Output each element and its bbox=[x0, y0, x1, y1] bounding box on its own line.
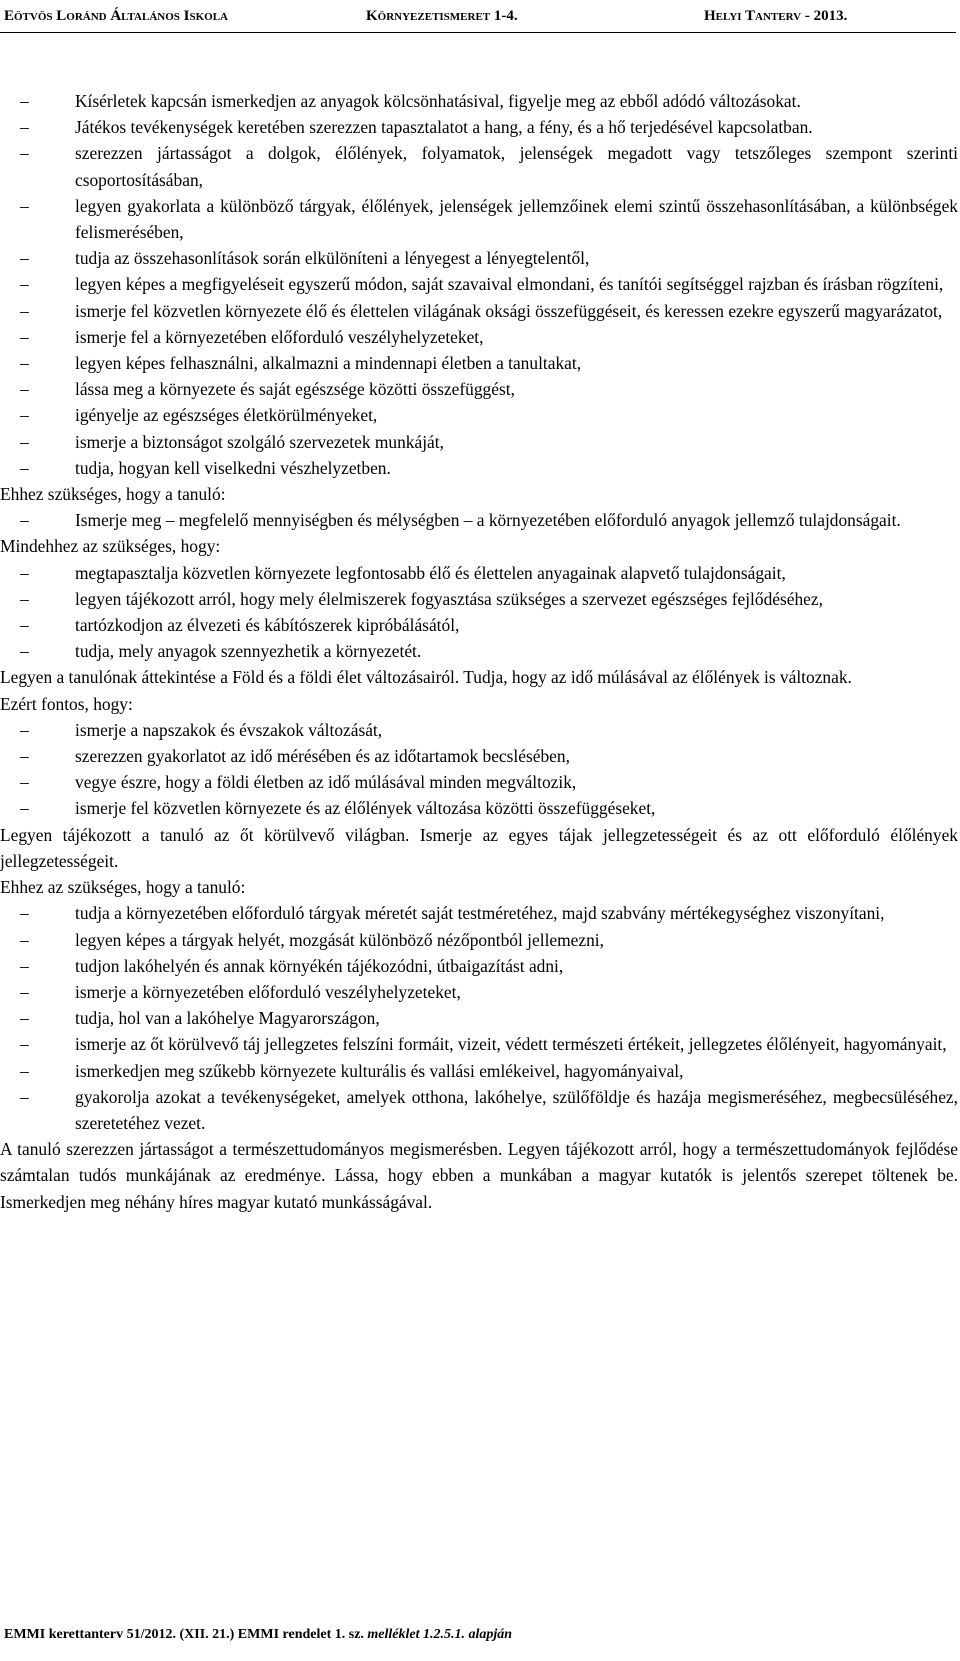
list-item-text: igényelje az egészséges életkörülményeket, bbox=[75, 405, 378, 426]
list-dash: – bbox=[20, 143, 29, 164]
list-item-text: tudja, hol van a lakóhelye Magyarországon, bbox=[75, 1008, 380, 1029]
list-dash: – bbox=[20, 981, 29, 1002]
list-item-text: ismerje a napszakok és évszakok változását, bbox=[75, 719, 383, 740]
list-dash: – bbox=[20, 1060, 29, 1081]
list-item-text: lássa meg a környezete és saját egészsége közötti összefüggést, bbox=[75, 379, 515, 400]
list-item-text: tudja az összehasonlítások során elkülöníteni a lényegest a lényegtelentől, bbox=[75, 248, 590, 269]
list-item bbox=[0, 140, 958, 192]
list-item-text: ismerje fel közvetlen környezete élő és élettelen világának oksági összefüggéseit, és keressen ezekre egyszerű magyarázatot, bbox=[75, 300, 943, 321]
list-item-text: tudja, hogyan kell viselkedni vészhelyzetben. bbox=[75, 457, 391, 478]
list-item-text: legyen gyakorlata a különböző tárgyak, élőlények, jelenségek jellemzőinek elemi szintű összehasonlításában, a különbségek felismerésében, bbox=[75, 195, 958, 243]
list-dash: – bbox=[20, 772, 29, 793]
list-item bbox=[0, 900, 958, 926]
list-c bbox=[0, 560, 958, 665]
list-dash: – bbox=[20, 903, 29, 924]
list-item bbox=[0, 927, 958, 953]
page-footer bbox=[4, 1627, 512, 1643]
document-body bbox=[0, 88, 958, 1215]
list-dash: – bbox=[20, 274, 29, 295]
list-item-text: ismerje a biztonságot szolgáló szervezetek munkáját, bbox=[75, 431, 444, 452]
footer-reference: EMMI kerettanterv 51/2012. (XII. 21.) EMMI rendelet 1. sz. bbox=[4, 1627, 368, 1642]
list-item bbox=[0, 455, 958, 481]
paragraph-3: Legyen a tanulónak áttekintése a Föld és a földi élet változásairól. Tudja, hogy az idő múlásával az élőlények is változnak. bbox=[0, 667, 852, 688]
list-dash: – bbox=[20, 1008, 29, 1029]
list-item bbox=[0, 1058, 958, 1084]
list-item bbox=[0, 979, 958, 1005]
list-e bbox=[0, 900, 958, 1136]
list-item bbox=[0, 795, 958, 821]
list-item bbox=[0, 507, 958, 533]
list-item bbox=[0, 88, 958, 114]
list-item bbox=[0, 1031, 958, 1057]
list-dash: – bbox=[20, 746, 29, 767]
list-dash: – bbox=[20, 195, 29, 216]
list-item-text: Ismerje meg – megfelelő mennyiségben és mélységben – a környezetében előforduló anyagok jellemző tulajdonságait. bbox=[75, 510, 901, 531]
list-item bbox=[0, 193, 958, 245]
list-item bbox=[0, 1005, 958, 1031]
list-item-text: szerezzen jártasságot a dolgok, élőlények, folyamatok, jelenségek megadott vagy tetszőleges szempont szerinti csoportosításában, bbox=[75, 143, 958, 190]
list-item-text: megtapasztalja közvetlen környezete legfontosabb élő és élettelen anyagainak alapvető tulajdonságait, bbox=[75, 562, 786, 583]
list-item bbox=[0, 638, 958, 664]
list-dash: – bbox=[20, 929, 29, 950]
list-dash: – bbox=[20, 379, 29, 400]
list-item bbox=[0, 402, 958, 428]
list-item bbox=[0, 612, 958, 638]
paragraph-5: Legyen tájékozott a tanuló az őt körülvevő világban. Ismerje az egyes tájak jellegzetességeit és az ott előforduló élőlények jellegzetességeit. bbox=[0, 824, 958, 871]
list-dash: – bbox=[20, 641, 29, 662]
list-item bbox=[0, 743, 958, 769]
list-item bbox=[0, 586, 958, 612]
list-dash: – bbox=[20, 955, 29, 976]
list-dash: – bbox=[20, 719, 29, 740]
list-item-text: ismerje fel a környezetében előforduló veszélyhelyzeteket, bbox=[75, 326, 484, 347]
paragraph-2: Mindehhez az szükséges, hogy: bbox=[0, 536, 221, 557]
list-item bbox=[0, 560, 958, 586]
list-item bbox=[0, 298, 958, 324]
list-item-text: tudja a környezetében előforduló tárgyak méretét saját testméretéhez, majd szabvány mértékegységhez viszonyítani, bbox=[75, 903, 885, 924]
list-item-text: szerezzen gyakorlatot az idő mérésében és az időtartamok becslésében, bbox=[75, 746, 570, 767]
list-item bbox=[0, 245, 958, 271]
list-dash: – bbox=[20, 248, 29, 269]
list-dash: – bbox=[20, 562, 29, 583]
list-item-text: ismerje fel közvetlen környezete és az élőlények változása közötti összefüggéseket, bbox=[75, 798, 656, 819]
paragraph-4: Ezért fontos, hogy: bbox=[0, 693, 133, 714]
list-dash: – bbox=[20, 300, 29, 321]
list-item-text: Játékos tevékenységek keretében szerezzen tapasztalatot a hang, a fény, és a hő terjedésével kapcsolatban. bbox=[75, 117, 813, 138]
list-item-text: legyen képes a megfigyeléseit egyszerű módon, saját szavaival elmondani, és tanítói segítséggel rajzban és írásban rögzíteni, bbox=[75, 274, 944, 295]
list-item-text: gyakorolja azokat a tevékenységeket, amelyek otthona, lakóhelye, szülőföldje és hazája megismeréséhez, megbecsüléséhez, szeretetéhez vezet. bbox=[75, 1086, 958, 1133]
list-item bbox=[0, 1084, 958, 1136]
list-item bbox=[0, 717, 958, 743]
list-item-text: Kísérletek kapcsán ismerkedjen az anyagok kölcsönhatásival, figyelje meg az ebből adódó változásokat. bbox=[75, 91, 801, 111]
list-dash: – bbox=[20, 405, 29, 426]
list-item-text: ismerje az őt körülvevő táj jellegzetes felszíni formáit, vizeit, védett természeti értékeit, jellegzetes élőlényeit, hagyományait, bbox=[75, 1034, 947, 1055]
list-dash: – bbox=[20, 798, 29, 819]
list-dash: – bbox=[20, 431, 29, 452]
list-item bbox=[0, 350, 958, 376]
list-dash: – bbox=[20, 353, 29, 374]
paragraph-7: A tanuló szerezzen jártasságot a természettudományos megismerésben. Legyen tájékozott arról, hogy a természettudományok fejlődése számtalan tudós munkájának az eredménye. Lássa, hogy ebben a munkában a magyar kutatók is jelentős szerepet töltenek be. Ismerkedjen meg néhány híres magyar kutató munkásságával. bbox=[0, 1139, 958, 1212]
list-dash: – bbox=[20, 457, 29, 478]
list-item-text: tudja, mely anyagok szennyezhetik a környezetét. bbox=[75, 641, 422, 662]
header-curriculum: Helyi Tanterv - 2013. bbox=[704, 8, 848, 24]
list-item-text: tudjon lakóhelyén és annak környékén tájékozódni, útbaigazítást adni, bbox=[75, 955, 564, 976]
header-school-name: Eötvös Loránd Általános Iskola bbox=[4, 8, 228, 24]
list-dash: – bbox=[20, 326, 29, 347]
footer-reference-italic: melléklet 1.2.5.1. alapján bbox=[367, 1627, 513, 1642]
list-item bbox=[0, 953, 958, 979]
list-item bbox=[0, 376, 958, 402]
list-item bbox=[0, 114, 958, 140]
list-d bbox=[0, 717, 958, 822]
list-item-text: tartózkodjon az élvezeti és kábítószerek kipróbálásától, bbox=[75, 615, 460, 636]
list-dash: – bbox=[20, 1086, 29, 1107]
list-item bbox=[0, 769, 958, 795]
list-item-text: legyen képes a tárgyak helyét, mozgását különböző nézőpontból jellemezni, bbox=[75, 929, 604, 950]
list-a bbox=[0, 88, 958, 481]
list-item-text: ismerkedjen meg szűkebb környezete kulturális és vallási emlékeivel, hagyományaival, bbox=[75, 1060, 684, 1081]
list-item-text: legyen tájékozott arról, hogy mely élelmiszerek fogyasztása szükséges a szervezet egészséges fejlődéséhez, bbox=[75, 588, 823, 609]
page-header bbox=[0, 0, 960, 32]
list-dash: – bbox=[20, 1034, 29, 1055]
list-dash: – bbox=[20, 615, 29, 636]
header-divider bbox=[0, 32, 956, 33]
list-b bbox=[0, 507, 958, 533]
list-item bbox=[0, 429, 958, 455]
header-subject: Környezetismeret 1-4. bbox=[366, 8, 518, 24]
list-item-text: vegye észre, hogy a földi életben az idő múlásával minden megváltozik, bbox=[75, 772, 577, 793]
list-dash: – bbox=[20, 91, 29, 111]
list-dash: – bbox=[20, 117, 29, 138]
list-item-text: ismerje a környezetében előforduló veszélyhelyzeteket, bbox=[75, 981, 461, 1002]
list-item bbox=[0, 324, 958, 350]
paragraph-6: Ehhez az szükséges, hogy a tanuló: bbox=[0, 877, 246, 898]
list-dash: – bbox=[20, 588, 29, 609]
paragraph-1: Ehhez szükséges, hogy a tanuló: bbox=[0, 484, 226, 505]
list-item bbox=[0, 271, 958, 297]
list-item-text: legyen képes felhasználni, alkalmazni a mindennapi életben a tanultakat, bbox=[75, 353, 582, 374]
list-dash: – bbox=[20, 510, 29, 531]
